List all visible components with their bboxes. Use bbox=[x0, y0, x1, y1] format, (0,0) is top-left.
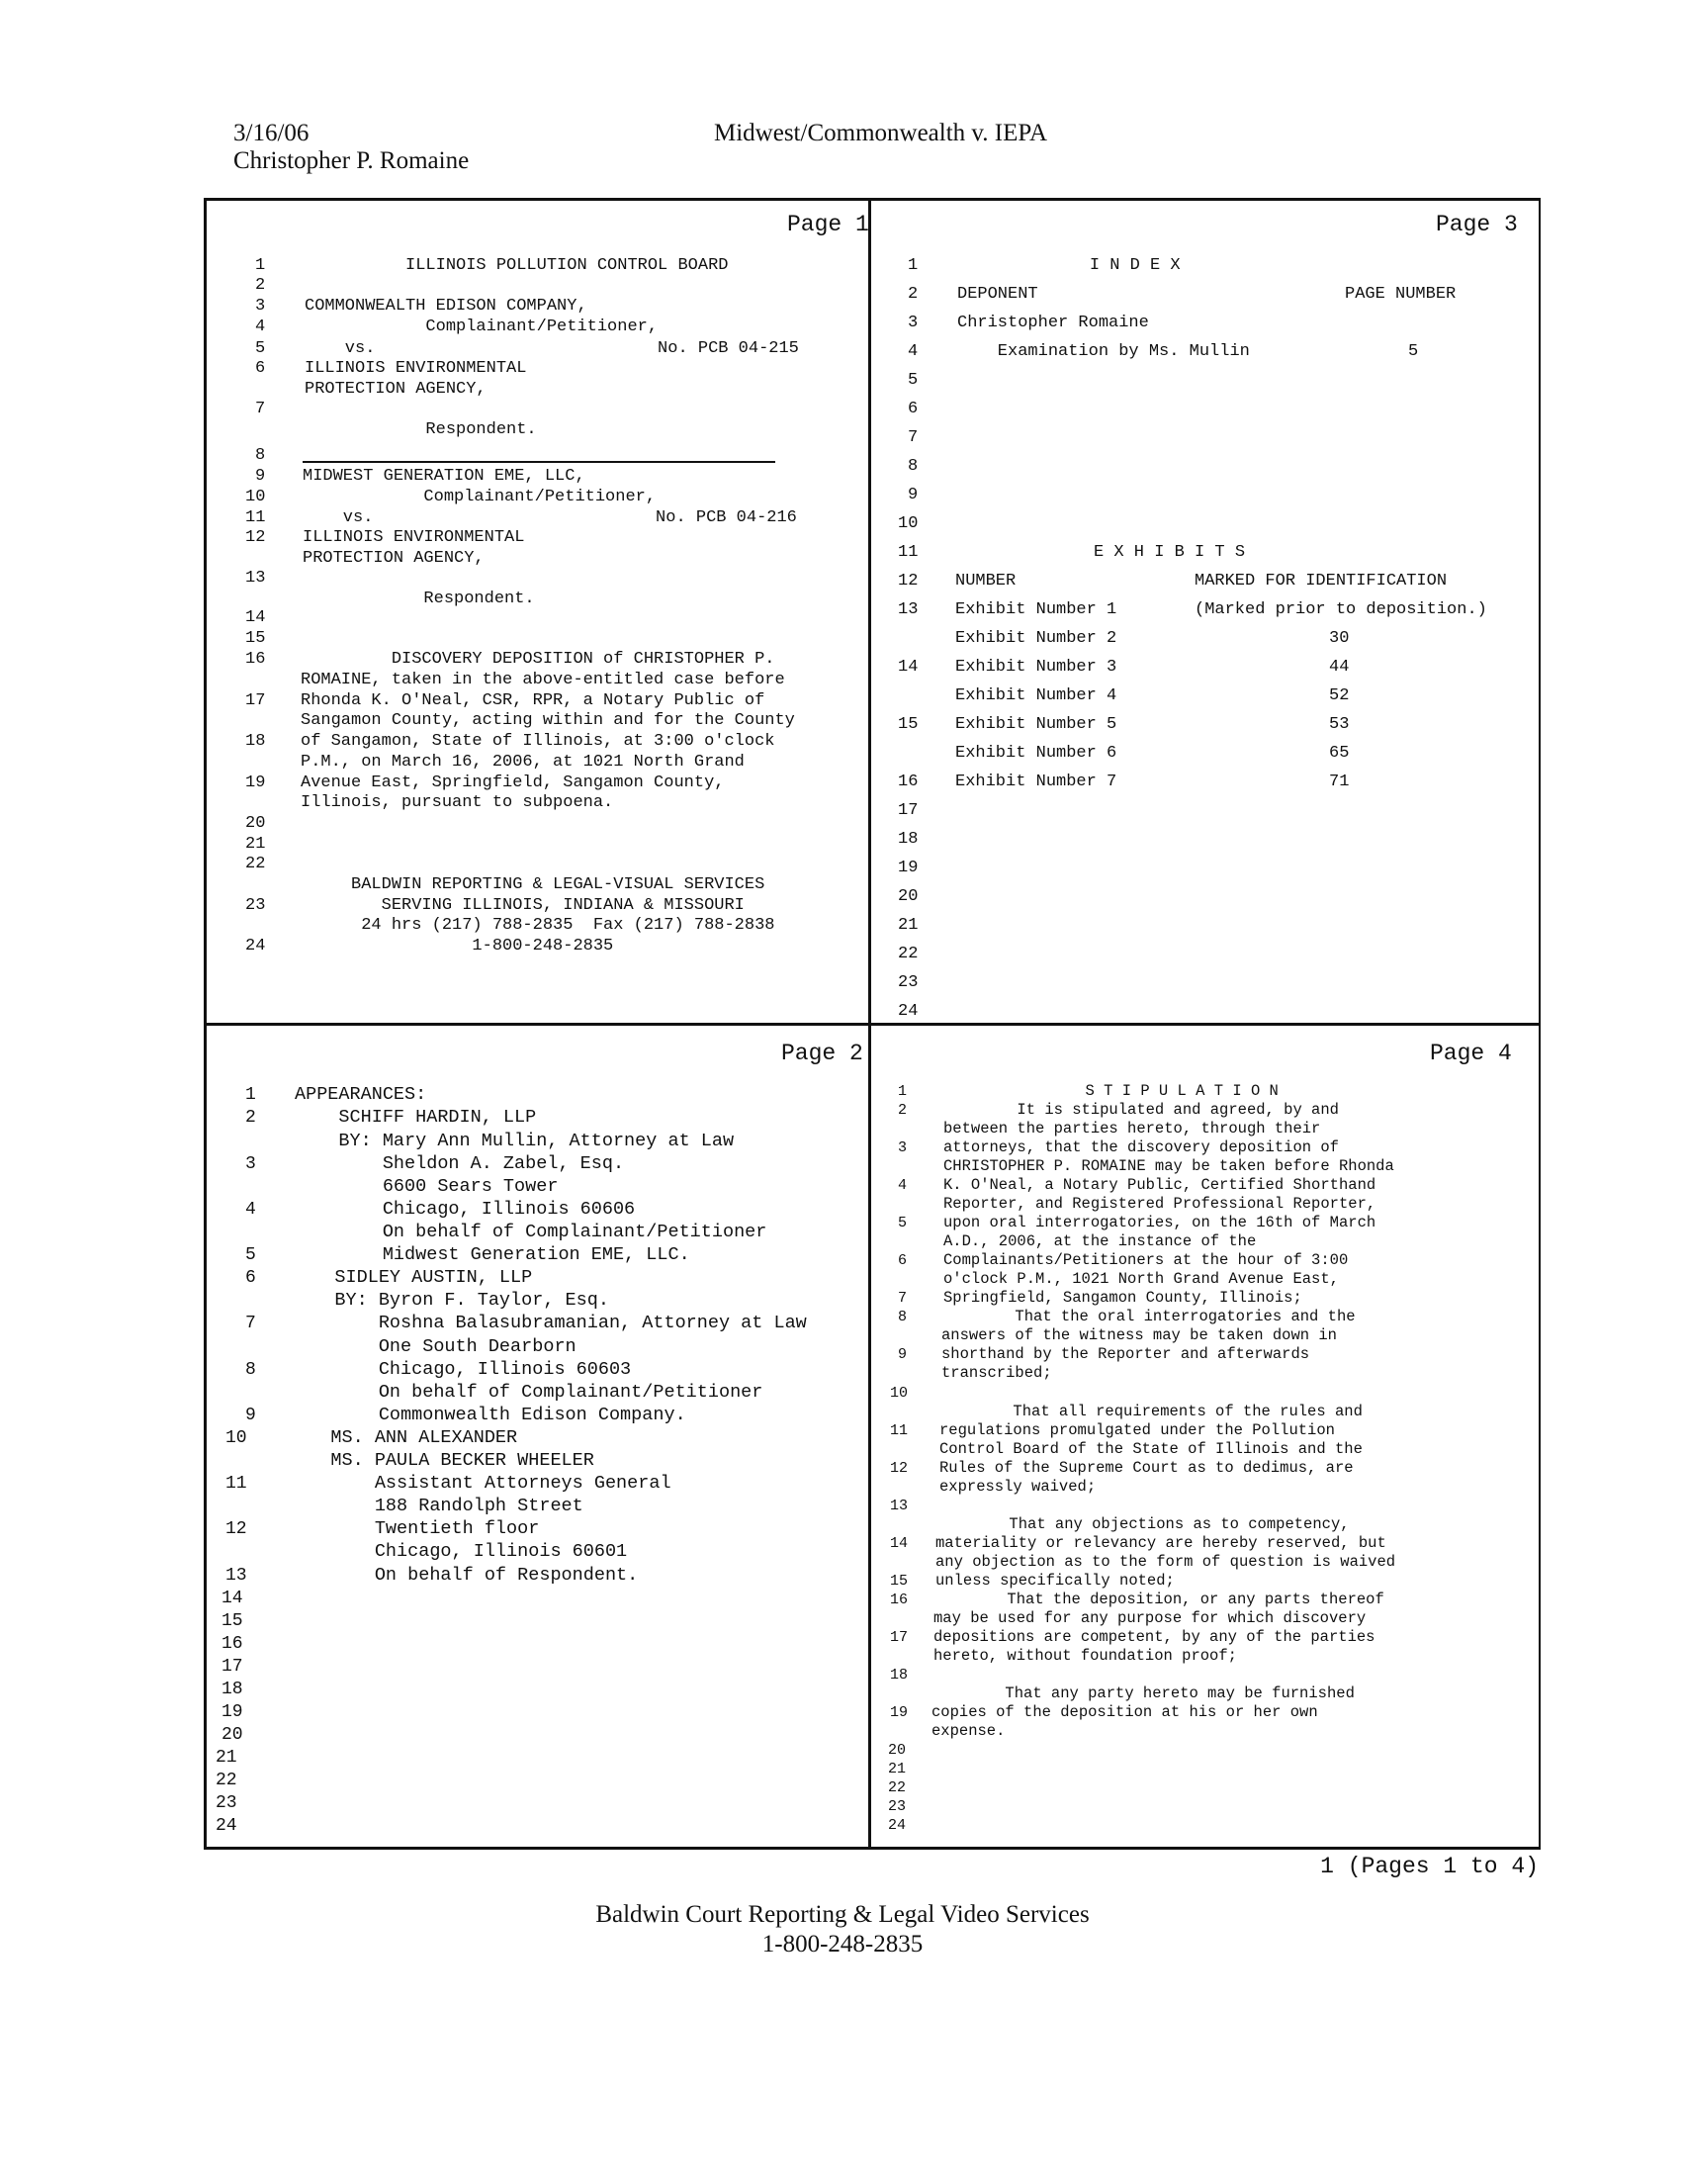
line-number: 10 bbox=[898, 514, 919, 533]
line-number: 13 bbox=[245, 569, 266, 588]
line-number: 13 bbox=[225, 1566, 247, 1586]
line-number: 24 bbox=[245, 937, 266, 956]
transcript-line: That the deposition, or any parts thereof bbox=[933, 1591, 1384, 1608]
line-number: 9 bbox=[898, 1346, 908, 1363]
line-number: 21 bbox=[245, 835, 266, 854]
transcript-line: Sangamon County, acting within and for the County bbox=[301, 711, 795, 730]
line-number: 19 bbox=[898, 859, 919, 877]
exhibit-mark: (Marked prior to deposition.) bbox=[1195, 600, 1487, 619]
transcript-line: depositions are competent, by any of the parties bbox=[933, 1628, 1375, 1646]
line-number: 12 bbox=[245, 528, 266, 547]
transcript-line: That all requirements of the rules and bbox=[939, 1403, 1363, 1420]
line-number: 23 bbox=[888, 1798, 907, 1815]
exhibit-page: 65 bbox=[1329, 744, 1350, 763]
transcript-line: MIDWEST GENERATION EME, LLC, bbox=[303, 467, 585, 486]
line-number: 2 bbox=[908, 285, 919, 304]
line-number: 17 bbox=[222, 1657, 243, 1677]
line-number: 13 bbox=[898, 600, 919, 619]
transcript-line: PROTECTION AGENCY, bbox=[305, 380, 487, 399]
line-number: 11 bbox=[245, 508, 266, 527]
line-number: 10 bbox=[225, 1428, 247, 1448]
line-number: 18 bbox=[898, 830, 919, 849]
transcript-line: Avenue East, Springfield, Sangamon County, bbox=[301, 774, 725, 792]
transcript-line: 188 Randolph Street bbox=[287, 1496, 583, 1516]
line-number: 22 bbox=[898, 945, 919, 963]
line-number: 15 bbox=[245, 629, 266, 648]
exhibit-page: 52 bbox=[1329, 686, 1350, 705]
row-divider bbox=[204, 1023, 1541, 1026]
line-number: 20 bbox=[245, 814, 266, 833]
transcript-line: between the parties hereto, through their bbox=[943, 1120, 1321, 1138]
transcript-line: PROTECTION AGENCY, bbox=[303, 549, 485, 568]
transcript-line: COMMONWEALTH EDISON COMPANY, bbox=[305, 297, 587, 316]
transcript-line: Reporter, and Registered Professional Reporter, bbox=[943, 1195, 1376, 1213]
exhibit-page: 30 bbox=[1329, 629, 1350, 648]
line-number: 14 bbox=[890, 1535, 909, 1552]
transcript-line: Rules of the Supreme Court as to dedimus, are bbox=[939, 1459, 1354, 1477]
page-title: Page 2 bbox=[781, 1041, 863, 1066]
exhibit-page: 71 bbox=[1329, 773, 1350, 791]
line-number: 1 bbox=[255, 256, 266, 275]
transcript-line: Rhonda K. O'Neal, CSR, RPR, a Notary Public of bbox=[301, 691, 765, 710]
header-case-caption: Midwest/Commonwealth v. IEPA bbox=[714, 120, 1048, 146]
line-number: 18 bbox=[890, 1667, 909, 1684]
line-number: 19 bbox=[890, 1704, 909, 1721]
transcript-line: Midwest Generation EME, LLC. bbox=[295, 1244, 690, 1265]
transcript-line: Examination by Ms. Mullin bbox=[957, 342, 1250, 361]
line-number: 5 bbox=[255, 339, 266, 358]
transcript-line: shorthand by the Reporter and afterwards bbox=[941, 1345, 1310, 1363]
line-number: 22 bbox=[888, 1779, 907, 1796]
line-number: 20 bbox=[898, 887, 919, 906]
transcript-line: APPEARANCES: bbox=[295, 1084, 427, 1105]
line-number: 14 bbox=[245, 608, 266, 627]
transcript-line: ILLINOIS ENVIRONMENTAL bbox=[305, 359, 527, 378]
line-number: 22 bbox=[216, 1771, 237, 1790]
line-number: 21 bbox=[898, 916, 919, 935]
line-number: 12 bbox=[898, 572, 919, 591]
transcript-line: Assistant Attorneys General bbox=[287, 1473, 671, 1494]
transcript-line: vs. No. PCB 04-216 bbox=[303, 508, 797, 527]
transcript-line: 24 hrs (217) 788-2835 Fax (217) 788-2838 bbox=[301, 916, 775, 935]
transcript-line: ROMAINE, taken in the above-entitled case before bbox=[301, 671, 785, 689]
line-number: 20 bbox=[222, 1725, 243, 1745]
line-number: 7 bbox=[908, 428, 919, 447]
transcript-line: ILLINOIS POLLUTION CONTROL BOARD bbox=[305, 256, 729, 275]
line-number: 24 bbox=[898, 1002, 919, 1021]
transcript-line: answers of the witness may be taken down in bbox=[941, 1326, 1337, 1344]
transcript-line: SCHIFF HARDIN, LLP bbox=[295, 1107, 537, 1128]
line-number: 3 bbox=[245, 1154, 256, 1174]
line-number: 1 bbox=[908, 256, 919, 275]
line-number: 23 bbox=[216, 1793, 237, 1813]
line-number: 7 bbox=[898, 1290, 908, 1307]
line-number: 20 bbox=[888, 1742, 907, 1759]
line-number: 14 bbox=[898, 658, 919, 677]
transcript-line: 6600 Sears Tower bbox=[295, 1176, 559, 1197]
line-number: 11 bbox=[890, 1422, 909, 1439]
line-number: 4 bbox=[255, 318, 266, 336]
line-number: 10 bbox=[890, 1385, 909, 1402]
line-number: 8 bbox=[245, 1360, 256, 1380]
transcript-line: NUMBER bbox=[955, 572, 1017, 591]
line-number: 15 bbox=[898, 715, 919, 734]
line-number: 21 bbox=[888, 1761, 907, 1777]
transcript-line: BY: Byron F. Taylor, Esq. bbox=[291, 1290, 609, 1311]
line-number: 6 bbox=[898, 1252, 908, 1269]
exhibit-row: Exhibit Number 3 bbox=[955, 658, 1117, 677]
footer-phone: 1-800-248-2835 bbox=[761, 1931, 924, 1957]
line-number: 1 bbox=[245, 1085, 256, 1105]
line-number: 14 bbox=[222, 1589, 243, 1608]
transcript-line: Complainants/Petitioners at the hour of 3:00 bbox=[943, 1251, 1349, 1269]
line-number: 15 bbox=[222, 1611, 243, 1631]
line-number: 5 bbox=[898, 1215, 908, 1231]
transcript-line: attorneys, that the discovery deposition of bbox=[943, 1138, 1339, 1156]
line-number: 1 bbox=[898, 1083, 908, 1100]
line-number: 7 bbox=[245, 1314, 256, 1333]
line-number: 16 bbox=[245, 650, 266, 669]
page-title: Page 1 bbox=[787, 212, 869, 237]
line-number: 15 bbox=[890, 1573, 909, 1590]
transcript-line: Illinois, pursuant to subpoena. bbox=[301, 793, 614, 812]
transcript-line: BALDWIN REPORTING & LEGAL-VISUAL SERVICES bbox=[301, 875, 765, 894]
line-number: 16 bbox=[890, 1592, 909, 1608]
transcript-line: MARKED FOR IDENTIFICATION bbox=[1195, 572, 1448, 591]
line-number: 17 bbox=[898, 801, 919, 820]
line-number: 5 bbox=[908, 371, 919, 390]
transcript-line: regulations promulgated under the Pollution bbox=[939, 1421, 1335, 1439]
transcript-line: On behalf of Respondent. bbox=[287, 1565, 639, 1586]
transcript-line: transcribed; bbox=[941, 1364, 1052, 1382]
footer-company: Baldwin Court Reporting & Legal Video Services bbox=[595, 1901, 1090, 1928]
line-number: 12 bbox=[890, 1460, 909, 1477]
transcript-line: P.M., on March 16, 2006, at 1021 North Grand bbox=[301, 753, 745, 772]
transcript-line: BY: Mary Ann Mullin, Attorney at Law bbox=[295, 1131, 735, 1151]
line-number: 2 bbox=[255, 276, 266, 295]
page-title: Page 3 bbox=[1436, 212, 1518, 237]
transcript-line: Twentieth floor bbox=[287, 1518, 540, 1539]
transcript-line: copies of the deposition at his or her own bbox=[931, 1703, 1318, 1721]
line-number: 18 bbox=[222, 1680, 243, 1699]
exhibit-row: Exhibit Number 2 bbox=[955, 629, 1117, 648]
line-number: 9 bbox=[908, 486, 919, 504]
line-number: 5 bbox=[245, 1245, 256, 1265]
line-number: 16 bbox=[898, 773, 919, 791]
transcript-line: SIDLEY AUSTIN, LLP bbox=[291, 1267, 533, 1288]
line-number: 6 bbox=[245, 1268, 256, 1288]
line-number: 2 bbox=[898, 1102, 908, 1119]
transcript-line: Commonwealth Edison Company. bbox=[291, 1405, 686, 1425]
transcript-line: Control Board of the State of Illinois and the bbox=[939, 1440, 1363, 1458]
line-number: 10 bbox=[245, 488, 266, 506]
line-number: 13 bbox=[890, 1498, 909, 1514]
transcript-line: A.D., 2006, at the instance of the bbox=[943, 1232, 1257, 1250]
transcript-line: PAGE NUMBER bbox=[1345, 285, 1457, 304]
header-date: 3/16/06 bbox=[233, 120, 310, 146]
line-number: 8 bbox=[255, 446, 266, 465]
transcript-line: Roshna Balasubramanian, Attorney at Law bbox=[291, 1313, 807, 1333]
line-number: 22 bbox=[245, 855, 266, 873]
line-number: 8 bbox=[898, 1309, 908, 1325]
page-title: Page 4 bbox=[1430, 1041, 1512, 1066]
transcript-line: of Sangamon, State of Illinois, at 3:00 o'clock bbox=[301, 732, 775, 751]
transcript-line: One South Dearborn bbox=[291, 1336, 576, 1357]
transcript-line: That any objections as to competency, bbox=[935, 1515, 1350, 1533]
page-range: 1 (Pages 1 to 4) bbox=[1320, 1854, 1539, 1879]
transcript-line: That the oral interrogatories and the bbox=[941, 1308, 1356, 1325]
line-number: 4 bbox=[898, 1177, 908, 1194]
line-number: 23 bbox=[245, 896, 266, 915]
exhibit-page: 53 bbox=[1329, 715, 1350, 734]
transcript-line: It is stipulated and agreed, by and bbox=[943, 1101, 1339, 1119]
line-number: 4 bbox=[908, 342, 919, 361]
line-number: 6 bbox=[255, 359, 266, 378]
line-number: 3 bbox=[255, 297, 266, 316]
line-number: 11 bbox=[898, 543, 919, 562]
transcript-line: Springfield, Sangamon County, Illinois; bbox=[943, 1289, 1302, 1307]
exhibit-row: Exhibit Number 7 bbox=[955, 773, 1117, 791]
exhibit-page: 44 bbox=[1329, 658, 1350, 677]
line-number: 16 bbox=[222, 1634, 243, 1654]
transcript-line: expense. bbox=[931, 1722, 1006, 1740]
header-witness: Christopher P. Romaine bbox=[233, 147, 470, 174]
transcript-line: Christopher Romaine bbox=[957, 314, 1149, 332]
transcript-line: any objection as to the form of question is waived bbox=[935, 1553, 1396, 1571]
transcript-line: Sheldon A. Zabel, Esq. bbox=[295, 1153, 625, 1174]
transcript-line: MS. ANN ALEXANDER bbox=[287, 1427, 518, 1448]
exhibit-row: Exhibit Number 5 bbox=[955, 715, 1117, 734]
caption-rule bbox=[303, 461, 775, 463]
transcript-line: 5 bbox=[1408, 342, 1419, 361]
transcript-line: Respondent. bbox=[305, 420, 537, 439]
line-number: 12 bbox=[225, 1519, 247, 1539]
line-number: 9 bbox=[255, 467, 266, 486]
line-number: 23 bbox=[898, 973, 919, 992]
transcript-line: MS. PAULA BECKER WHEELER bbox=[287, 1450, 594, 1471]
transcript-line: materiality or relevancy are hereby reserved, but bbox=[935, 1534, 1386, 1552]
line-number: 24 bbox=[888, 1817, 907, 1834]
line-number: 6 bbox=[908, 400, 919, 418]
transcript-line: 1-800-248-2835 bbox=[301, 937, 614, 956]
transcript-line: Chicago, Illinois 60606 bbox=[295, 1199, 636, 1220]
line-number: 9 bbox=[245, 1406, 256, 1425]
transcript-line: o'clock P.M., 1021 North Grand Avenue East, bbox=[943, 1270, 1339, 1288]
transcript-line: Chicago, Illinois 60603 bbox=[291, 1359, 632, 1380]
line-number: 24 bbox=[216, 1816, 237, 1836]
line-number: 17 bbox=[890, 1629, 909, 1646]
line-number: 17 bbox=[245, 691, 266, 710]
stipulation-heading: S T I P U L A T I O N bbox=[947, 1082, 1279, 1100]
exhibit-row: Exhibit Number 1 bbox=[955, 600, 1117, 619]
line-number: 21 bbox=[216, 1748, 237, 1768]
transcript-line: Complainant/Petitioner, bbox=[303, 488, 657, 506]
transcript-line: CHRISTOPHER P. ROMAINE may be taken before Rhonda bbox=[943, 1157, 1394, 1175]
line-number: 11 bbox=[225, 1474, 247, 1494]
transcript-line: DISCOVERY DEPOSITION of CHRISTOPHER P. bbox=[301, 650, 775, 669]
line-number: 18 bbox=[245, 732, 266, 751]
transcript-line: Complainant/Petitioner, bbox=[305, 318, 659, 336]
transcript-line: On behalf of Complainant/Petitioner bbox=[295, 1222, 767, 1242]
transcript-line: expressly waived; bbox=[939, 1478, 1097, 1496]
transcript-line: K. O'Neal, a Notary Public, Certified Shorthand bbox=[943, 1176, 1376, 1194]
transcript-line: On behalf of Complainant/Petitioner bbox=[291, 1382, 763, 1403]
line-number: 3 bbox=[908, 314, 919, 332]
transcript-line: DEPONENT bbox=[957, 285, 1038, 304]
transcript-line: SERVING ILLINOIS, INDIANA & MISSOURI bbox=[301, 896, 745, 915]
line-number: 7 bbox=[255, 400, 266, 418]
exhibit-row: Exhibit Number 6 bbox=[955, 744, 1117, 763]
transcript-line: unless specifically noted; bbox=[935, 1572, 1175, 1590]
transcript-line: hereto, without foundation proof; bbox=[933, 1647, 1237, 1665]
transcript-line: may be used for any purpose for which discovery bbox=[933, 1609, 1367, 1627]
transcript-line: Chicago, Illinois 60601 bbox=[287, 1541, 628, 1562]
exhibit-row: Exhibit Number 4 bbox=[955, 686, 1117, 705]
line-number: 19 bbox=[222, 1702, 243, 1722]
line-number: 19 bbox=[245, 774, 266, 792]
line-number: 2 bbox=[245, 1108, 256, 1128]
line-number: 8 bbox=[908, 457, 919, 476]
line-number: 4 bbox=[245, 1200, 256, 1220]
transcript-line: upon oral interrogatories, on the 16th of March bbox=[943, 1214, 1376, 1231]
transcript-line: Respondent. bbox=[303, 590, 535, 608]
index-heading: I N D E X bbox=[999, 256, 1181, 275]
transcript-line: vs. No. PCB 04-215 bbox=[305, 339, 799, 358]
line-number: 3 bbox=[898, 1139, 908, 1156]
exhibits-heading: E X H I B I T S bbox=[1094, 543, 1246, 562]
transcript-line: That any party hereto may be furnished bbox=[931, 1684, 1355, 1702]
transcript-line: ILLINOIS ENVIRONMENTAL bbox=[303, 528, 525, 547]
